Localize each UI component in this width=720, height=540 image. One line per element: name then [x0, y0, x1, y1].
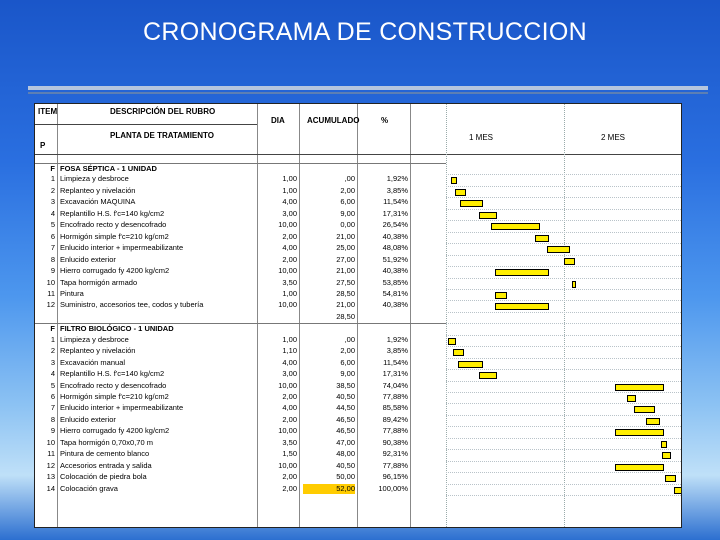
- row-acumulado: 47,00: [336, 437, 355, 447]
- gantt-gridline: [564, 104, 565, 527]
- table-row: [35, 449, 446, 459]
- row-acumulado: 48,00: [336, 449, 355, 459]
- gantt-row-line: [446, 266, 681, 267]
- row-percent: 26,54%: [382, 220, 408, 230]
- header-month-1: 1 MES: [469, 133, 494, 142]
- row-percent: 90,38%: [382, 437, 408, 447]
- table-row: [35, 484, 446, 494]
- row-percent: 1,92%: [386, 174, 408, 184]
- gantt-row-line: [446, 381, 681, 382]
- row-dia: 4,00: [282, 197, 297, 207]
- row-dia: 1,00: [282, 288, 297, 298]
- gantt-chart: [446, 104, 681, 527]
- row-item: 4: [50, 369, 55, 379]
- row-acumulado: 27,00: [336, 254, 355, 264]
- row-percent: 74,04%: [382, 380, 408, 390]
- gantt-bar: [615, 429, 664, 436]
- row-acumulado: 21,00: [336, 300, 355, 310]
- gantt-row-line: [446, 300, 681, 301]
- row-acumulado: 6,00: [340, 357, 355, 367]
- row-description: Enlucido interior + impermeabilizante: [60, 403, 184, 413]
- row-percent: 53,85%: [382, 277, 408, 287]
- row-item: F: [50, 324, 55, 334]
- row-description: Excavación manual: [60, 357, 126, 367]
- row-acumulado: 46,50: [336, 426, 355, 436]
- gantt-row-line: [446, 461, 681, 462]
- row-acumulado: 0,00: [340, 220, 355, 230]
- row-acumulado: 21,00: [336, 266, 355, 276]
- row-percent: 89,42%: [382, 414, 408, 424]
- row-description: Excavación MAQUINA: [60, 197, 136, 207]
- gantt-bar: [495, 292, 506, 299]
- gantt-bar: [495, 269, 549, 276]
- table-row: [35, 392, 446, 402]
- gantt-row-line: [446, 243, 681, 244]
- gantt-row-line: [446, 289, 681, 290]
- gantt-row-line: [446, 335, 681, 336]
- table-row: [35, 415, 446, 425]
- row-item: 7: [50, 243, 55, 253]
- row-percent: 40,38%: [382, 300, 408, 310]
- row-percent: 77,88%: [382, 426, 408, 436]
- gantt-row-line: [446, 426, 681, 427]
- table-row: [35, 438, 446, 448]
- row-item: 3: [50, 357, 55, 367]
- gantt-gridline: [446, 104, 447, 527]
- row-acumulado: ,00: [344, 174, 355, 184]
- slide-title: CRONOGRAMA DE CONSTRUCCION: [143, 18, 587, 46]
- gantt-bar: [634, 406, 655, 413]
- row-acumulado: 21,00: [336, 231, 355, 241]
- row-description: Replanteo y nivelación: [60, 346, 136, 356]
- row-item: 2: [50, 346, 55, 356]
- row-dia: 10,00: [278, 380, 297, 390]
- header-percent: %: [381, 116, 389, 125]
- row-dia: 3,50: [282, 277, 297, 287]
- row-description: Enlucido interior + impermeabilizante: [60, 243, 184, 253]
- gantt-row-line: [446, 415, 681, 416]
- row-acumulado: 25,00: [336, 243, 355, 253]
- gantt-bar: [479, 372, 497, 379]
- row-percent: 51,92%: [382, 254, 408, 264]
- gantt-row-line: [446, 220, 681, 221]
- gantt-row-line: [446, 449, 681, 450]
- row-item: 13: [46, 472, 55, 482]
- gantt-row-line: [446, 472, 681, 473]
- table-row: [35, 403, 446, 413]
- row-item: 4: [50, 208, 55, 218]
- row-item: 10: [46, 437, 55, 447]
- title-divider: [28, 86, 708, 90]
- section-row: [35, 323, 446, 334]
- row-acumulado: 2,00: [340, 185, 355, 195]
- gantt-row-line: [446, 346, 681, 347]
- row-percent: 17,31%: [382, 369, 408, 379]
- row-percent: 11,54%: [383, 197, 408, 207]
- table-row: [35, 369, 446, 379]
- row-description: Encofrado recto y desencofrado: [60, 380, 167, 390]
- gantt-row-line: [446, 495, 681, 496]
- row-dia: 2,00: [282, 254, 297, 264]
- row-item: 10: [46, 277, 55, 287]
- row-percent: 40,38%: [382, 266, 408, 276]
- row-description: FOSA SÉPTICA - 1 UNIDAD: [60, 164, 157, 173]
- row-acumulado: 27,50: [336, 277, 355, 287]
- table-row: [35, 381, 446, 391]
- row-acumulado: 9,00: [340, 369, 355, 379]
- table-row: [35, 255, 446, 265]
- gantt-row-line: [446, 186, 681, 187]
- row-item: 9: [50, 426, 55, 436]
- row-item: 14: [46, 483, 55, 493]
- row-item: 9: [50, 266, 55, 276]
- header-dia: DIA: [271, 116, 285, 125]
- gantt-row-line: [446, 209, 681, 210]
- row-percent: 40,38%: [382, 231, 408, 241]
- gantt-bar: [535, 235, 549, 242]
- row-dia: 4,00: [282, 357, 297, 367]
- table-row: [35, 335, 446, 345]
- gantt-bar: [479, 212, 497, 219]
- row-acumulado: 52,00: [303, 484, 355, 494]
- table-row: [35, 312, 446, 322]
- row-description: Hormigón simple f'c=210 kg/cm2: [60, 231, 169, 241]
- row-acumulado: 9,00: [340, 208, 355, 218]
- gantt-bar: [572, 281, 576, 288]
- row-dia: 2,00: [282, 392, 297, 401]
- row-dia: 10,00: [278, 300, 297, 310]
- gantt-row-line: [446, 358, 681, 359]
- row-dia: 3,00: [282, 208, 297, 218]
- table-row: [35, 472, 446, 482]
- row-description: Hierro corrugado fy 4200 kg/cm2: [60, 266, 170, 276]
- table-row: [35, 197, 446, 207]
- table-row: [35, 426, 446, 436]
- row-description: Tapa hormigón armado: [60, 277, 138, 287]
- row-description: Replantillo H.S. f'c=140 kg/cm2: [60, 369, 165, 379]
- row-item: 8: [50, 254, 55, 264]
- row-item: 6: [50, 392, 55, 401]
- row-acumulado: 50,00: [336, 472, 355, 482]
- row-dia: 10,00: [278, 220, 297, 230]
- row-description: Enlucido exterior: [60, 254, 116, 264]
- row-dia: 3,50: [282, 437, 297, 447]
- row-acumulado: 44,50: [336, 403, 355, 413]
- table-row: [35, 220, 446, 230]
- table-row: [35, 346, 446, 356]
- row-percent: 3,85%: [386, 346, 408, 356]
- row-dia: 3,00: [282, 369, 297, 379]
- row-item: 1: [50, 334, 55, 344]
- row-acumulado: 6,00: [340, 197, 355, 207]
- row-item: 11: [47, 449, 55, 459]
- row-item: 8: [50, 414, 55, 424]
- row-description: Hormigón simple f'c=210 kg/cm2: [60, 392, 169, 401]
- gantt-bar: [547, 246, 570, 253]
- row-description: Limpieza y desbroce: [60, 174, 129, 184]
- table-row: [35, 461, 446, 471]
- row-item: 7: [50, 403, 55, 413]
- row-description: Tapa hormigón 0,70x0,70 m: [60, 437, 153, 447]
- gantt-row-line: [446, 255, 681, 256]
- row-dia: 2,00: [282, 472, 297, 482]
- row-item: 2: [50, 185, 55, 195]
- row-description: Suministro, accesorios tee, codos y tubería: [60, 300, 204, 310]
- table-row: [35, 289, 446, 299]
- row-description: Replantillo H.S. f'c=140 kg/cm2: [60, 208, 165, 218]
- gantt-bar: [460, 200, 483, 207]
- gantt-bar: [491, 223, 540, 230]
- row-percent: 77,88%: [382, 392, 408, 401]
- row-dia: 1,10: [282, 346, 297, 356]
- row-dia: 1,00: [282, 174, 297, 184]
- row-dia: 1,00: [282, 334, 297, 344]
- row-description: Pintura de cemento blanco: [60, 449, 150, 459]
- gantt-row-line: [446, 312, 681, 313]
- row-dia: 1,00: [282, 185, 297, 195]
- row-dia: 4,00: [282, 403, 297, 413]
- row-acumulado: 28,50: [336, 311, 355, 321]
- row-description: Replanteo y nivelación: [60, 185, 136, 195]
- row-acumulado: 2,00: [340, 346, 355, 356]
- row-percent: 85,58%: [382, 403, 408, 413]
- gantt-row-line: [446, 392, 681, 393]
- table-row: [35, 358, 446, 368]
- header-item: ITEM: [38, 107, 58, 116]
- row-item: 12: [46, 460, 55, 470]
- row-description: Enlucido exterior: [60, 414, 116, 424]
- table-row: [35, 300, 446, 310]
- gantt-row-line: [446, 438, 681, 439]
- row-item: 5: [50, 220, 55, 230]
- gantt-bar: [615, 384, 664, 391]
- row-dia: 2,00: [282, 231, 297, 241]
- gantt-bar: [453, 349, 464, 356]
- table-row: [35, 174, 446, 184]
- gantt-bar: [564, 258, 575, 265]
- table-row: [35, 278, 446, 288]
- gantt-row-line: [446, 323, 681, 324]
- row-description: Colocación de piedra bola: [60, 472, 147, 482]
- header-divider: [35, 124, 257, 125]
- row-item: 6: [50, 231, 55, 241]
- row-description: Accesorios entrada y salida: [60, 460, 152, 470]
- row-dia: 2,00: [282, 483, 297, 493]
- gantt-row-line: [446, 369, 681, 370]
- row-item: 3: [50, 197, 55, 207]
- row-dia: 2,00: [282, 414, 297, 424]
- table-row: [35, 266, 446, 276]
- row-description: Pintura: [60, 288, 84, 298]
- row-percent: 96,15%: [382, 472, 408, 482]
- row-acumulado: 46,50: [336, 414, 355, 424]
- row-acumulado: 40,50: [336, 460, 355, 470]
- table-row: [35, 186, 446, 196]
- row-item: F: [50, 164, 55, 173]
- row-dia: 1,50: [282, 449, 297, 459]
- row-percent: 1,92%: [386, 334, 408, 344]
- row-description: Colocación grava: [60, 483, 118, 493]
- row-dia: 10,00: [278, 460, 297, 470]
- title-divider-shadow: [28, 92, 708, 94]
- row-item: 1: [50, 174, 55, 184]
- schedule-sheet: [34, 103, 682, 528]
- gantt-bar: [615, 464, 664, 471]
- row-percent: 11,54%: [383, 357, 408, 367]
- row-acumulado: 38,50: [336, 380, 355, 390]
- gantt-row-line: [446, 403, 681, 404]
- table-row: [35, 243, 446, 253]
- gantt-bar: [495, 303, 549, 310]
- table-row: [35, 232, 446, 242]
- row-description: Encofrado recto y desencofrado: [60, 220, 167, 230]
- row-acumulado: 40,50: [336, 392, 355, 401]
- row-dia: 10,00: [278, 426, 297, 436]
- row-percent: 100,00%: [378, 483, 408, 493]
- row-description: Limpieza y desbroce: [60, 334, 129, 344]
- gantt-bar: [451, 177, 458, 184]
- row-description: FILTRO BIOLÓGICO - 1 UNIDAD: [60, 324, 174, 334]
- gantt-bar: [455, 189, 465, 196]
- row-percent: 48,08%: [382, 243, 408, 253]
- header-acumulado: ACUMULADO: [307, 116, 360, 125]
- gantt-bar: [458, 361, 484, 368]
- gantt-row-line: [446, 197, 681, 198]
- row-dia: 10,00: [278, 266, 297, 276]
- gantt-bar: [627, 395, 636, 402]
- gantt-row-line: [446, 174, 681, 175]
- gantt-row-line: [446, 232, 681, 233]
- gantt-bar: [674, 487, 681, 494]
- row-percent: 3,85%: [386, 185, 408, 195]
- header-month-2: 2 MES: [601, 133, 626, 142]
- header-description: DESCRIPCIÓN DEL RUBRO: [110, 107, 216, 116]
- row-acumulado: 28,50: [336, 288, 355, 298]
- row-description: Hierro corrugado fy 4200 kg/cm2: [60, 426, 170, 436]
- row-item: 5: [50, 380, 55, 390]
- table-row: [35, 209, 446, 219]
- row-percent: 54,81%: [382, 288, 408, 298]
- row-item: 11: [47, 288, 55, 298]
- gantt-bar: [661, 441, 667, 448]
- gantt-bar: [665, 475, 676, 482]
- header-planta: PLANTA DE TRATAMIENTO: [110, 131, 214, 140]
- gantt-row-line: [446, 278, 681, 279]
- row-percent: 92,31%: [382, 449, 408, 459]
- row-dia: 4,00: [282, 243, 297, 253]
- row-percent: 17,31%: [382, 208, 408, 218]
- section-row: [35, 163, 446, 174]
- row-acumulado: ,00: [344, 334, 355, 344]
- gantt-bar: [646, 418, 660, 425]
- row-item: 12: [46, 300, 55, 310]
- gantt-row-line: [446, 484, 681, 485]
- gantt-bar: [448, 338, 456, 345]
- gantt-bar: [662, 452, 671, 459]
- row-percent: 77,88%: [382, 460, 408, 470]
- header-p: P: [40, 141, 46, 150]
